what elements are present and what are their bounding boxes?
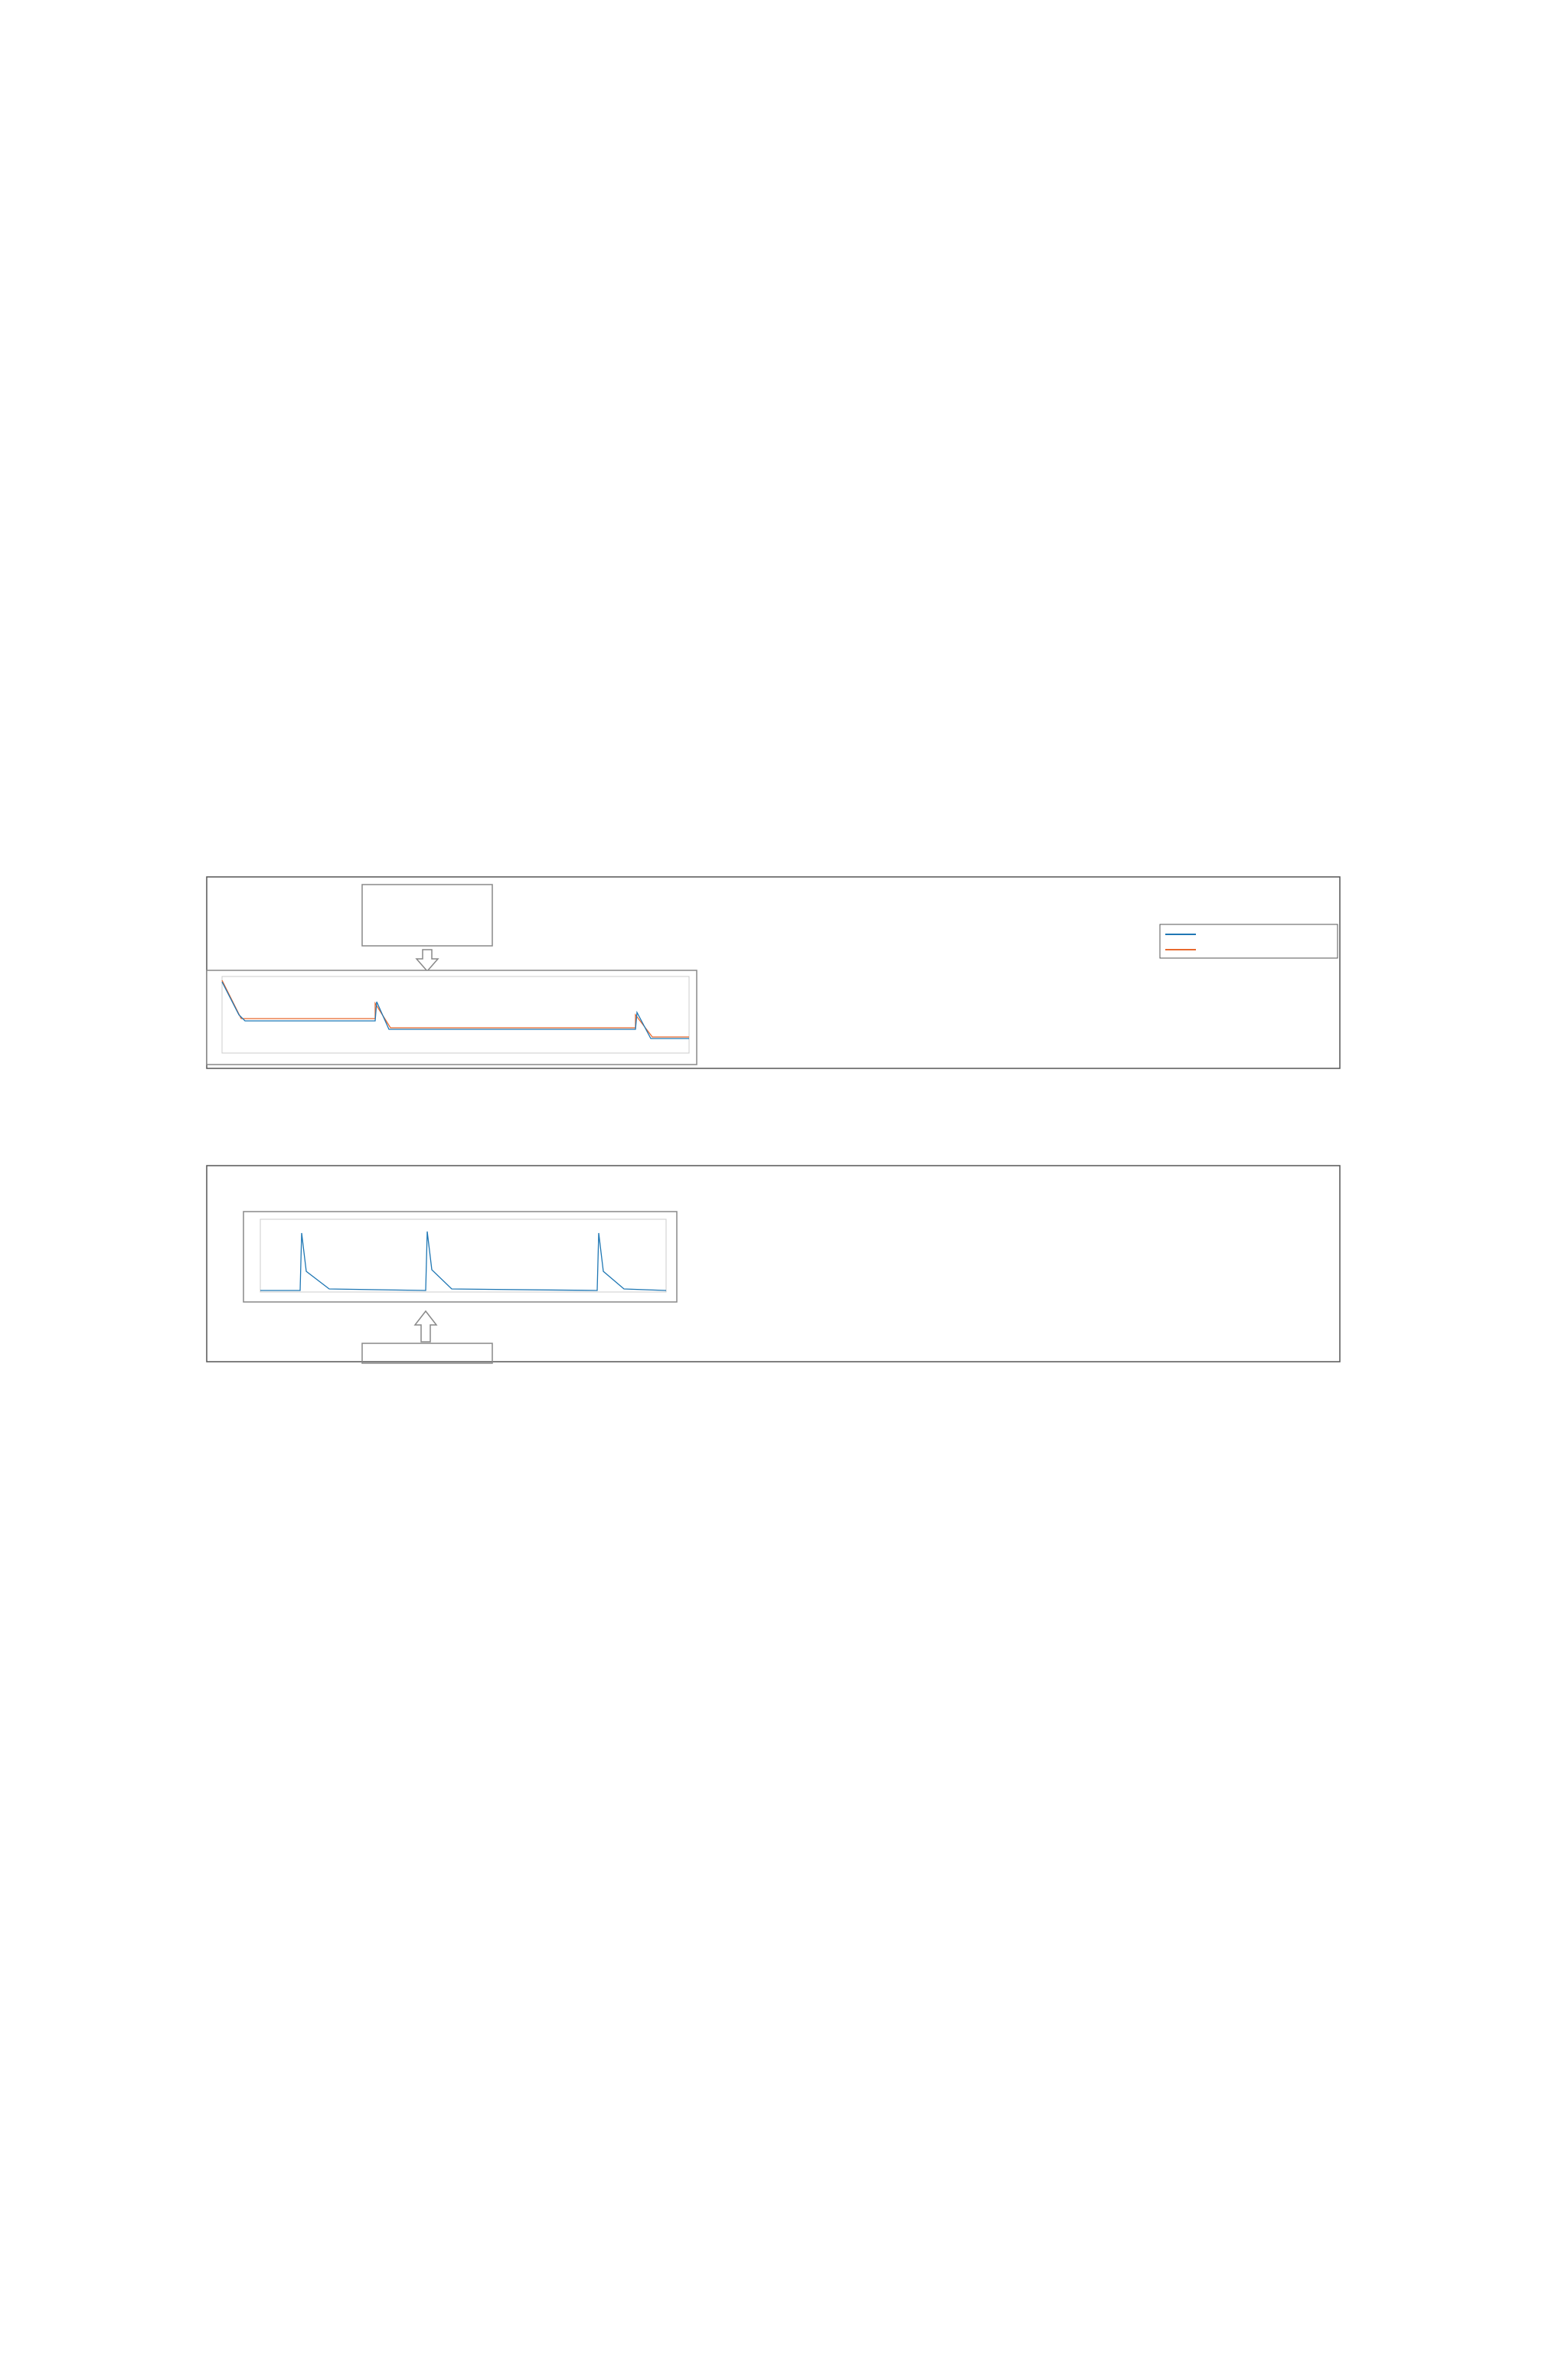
figure-3 [145,865,1401,1417]
soc-zoom-inset [207,970,697,1065]
figure-caption [142,1451,1387,1490]
error-zoom-region-box [362,1343,492,1363]
error-zoom-inset [243,1212,677,1302]
soc-legend [1160,924,1338,958]
soc-plot [145,865,1340,1068]
zoom-arrow-icon [416,950,438,971]
error-zoom-arrow-icon [415,1311,436,1342]
zoom-region-box [362,885,492,946]
page-header [142,107,179,141]
